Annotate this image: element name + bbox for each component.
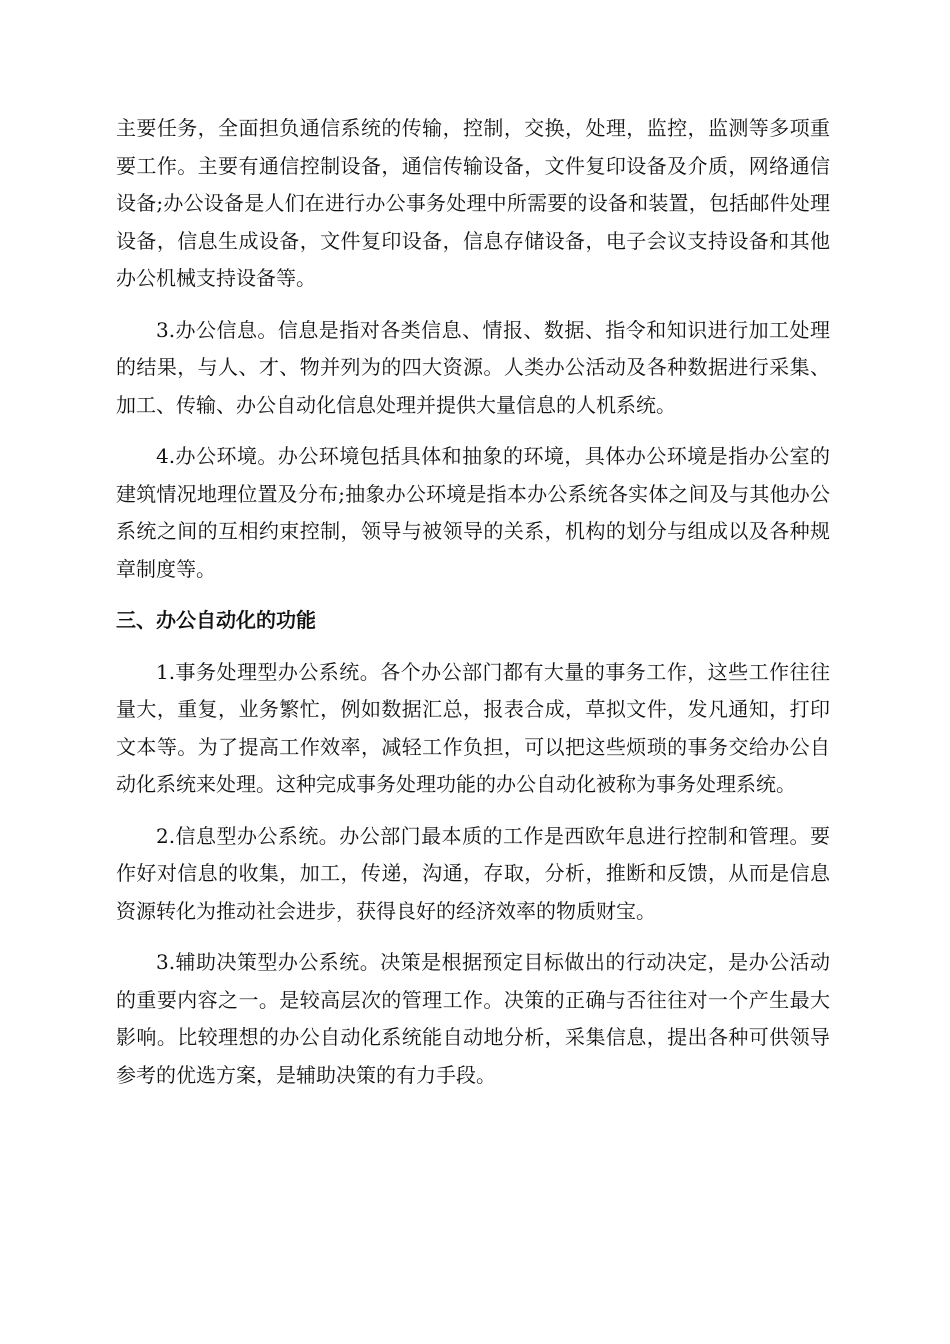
paragraph-information-system: 2.信息型办公系统。办公部门最本质的工作是西欧年息进行控制和管理。要作好对信息的收集，加工，传递，沟通，存取，分析，推断和反馈，从而是信息资源转化为推动社会进步，获得良好的经济效率的物质财宝。 bbox=[116, 823, 830, 923]
paragraph-decision-support-system: 3.辅助决策型办公系统。决策是根据预定目标做出的行动决定，是办公活动的重要内容之一。是较高层次的管理工作。决策的正确与否往往对一个产生最大影响。比较理想的办公自动化系统能自动地分析，采集信息，提出各种可供领导参考的优选方案，是辅助决策的有力手段。 bbox=[116, 950, 830, 1087]
paragraph-transaction-system: 1.事务处理型办公系统。各个办公部门都有大量的事务工作，这些工作往往量大，重复，业务繁忙，例如数据汇总，报表合成，草拟文件，发凡通知，打印文本等。为了提高工作效率，减轻工作负担，可以把这些烦琐的事务交给办公自动化系统来处理。这种完成事务处理功能的办公自动化被称为事务处理系统。 bbox=[116, 659, 830, 796]
paragraph-office-environment: 4.办公环境。办公环境包括具体和抽象的环境，具体办公环境是指办公室的建筑情况地理位置及分布;抽象办公环境是指本办公系统各实体之间及与其他办公系统之间的互相约束控制，领导与被领导的关系，机构的划分与组成以及各种规章制度等。 bbox=[116, 444, 830, 581]
paragraph-continued: 主要任务，全面担负通信系统的传输，控制，交换，处理，监控，监测等多项重要工作。主要有通信控制设备，通信传输设备，文件复印设备及介质，网络通信设备;办公设备是人们在进行办公事务处理中所需要的设备和装置，包括邮件处理设备，信息生成设备，文件复印设备，信息存储设备，电子会议支持设备和其他办公机械支持设备等。 bbox=[116, 116, 830, 290]
section-heading: 三、办公自动化的功能 bbox=[116, 608, 316, 632]
paragraph-office-information: 3.办公信息。信息是指对各类信息、情报、数据、指令和知识进行加工处理的结果，与人、才、物并列为的四大资源。人类办公活动及各种数据进行采集、加工、传输、办公自动化信息处理并提供大量信息的人机系统。 bbox=[116, 317, 830, 417]
document-body bbox=[116, 110, 830, 1108]
